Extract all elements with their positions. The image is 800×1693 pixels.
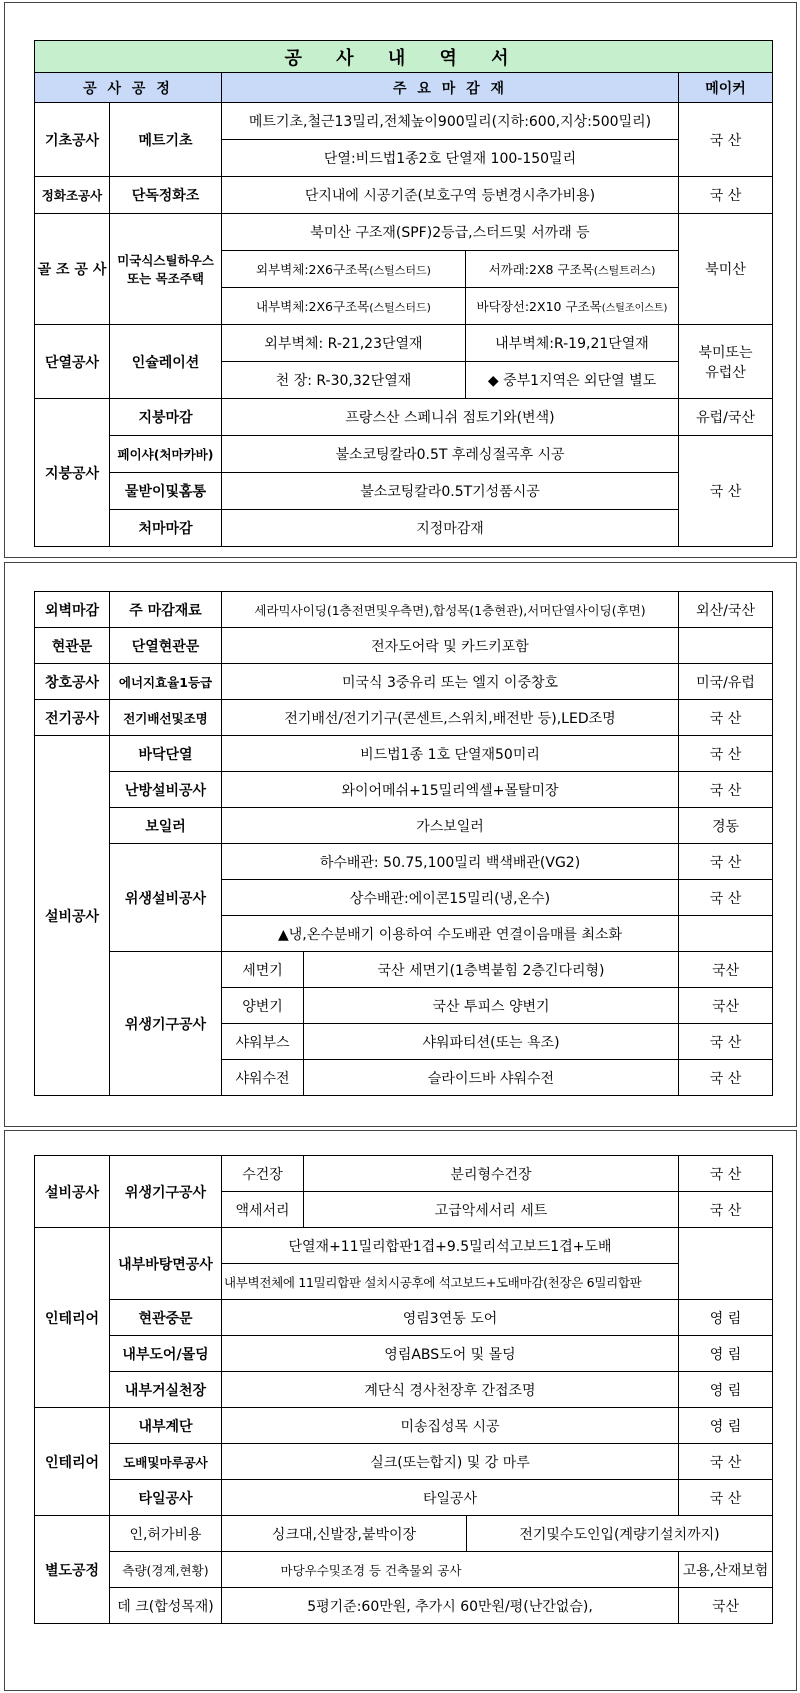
category-equipment-cont: 설비공사 (35, 1156, 110, 1228)
stairs-detail: 미송집성목 시공 (222, 1408, 679, 1444)
category-electric: 전기공사 (35, 700, 110, 736)
item-fixtures-cont: 위생기구공사 (110, 1156, 222, 1228)
middle-door-maker: 영 림 (679, 1300, 773, 1336)
fixture-maker: 국산 (679, 988, 773, 1024)
fixture-name: 샤워수전 (222, 1060, 304, 1096)
base-surface-detail-2: 내부벽전체에 11밀리합판 설치시공후에 석고보드+도배마감(천장은 6밀리합판 (222, 1264, 679, 1300)
item-gutter: 물받이및홈통 (110, 473, 222, 510)
item-mat-foundation: 메트기초 (110, 103, 222, 177)
outer-wall-small: (스틸스터드) (369, 264, 431, 277)
towel-cabinet-maker: 국 산 (679, 1156, 773, 1192)
category-entrance: 현관문 (35, 628, 110, 664)
window-maker: 미국/유럽 (679, 664, 773, 700)
item-stairs: 내부계단 (110, 1408, 222, 1444)
tile-maker: 국 산 (679, 1480, 773, 1516)
window-detail: 미국식 3중유리 또는 엘지 이중창호 (222, 664, 679, 700)
fixture-detail: 국산 세면기(1층벽붙힘 2층긴다리형) (304, 952, 679, 988)
wallpaper-floor-detail: 실크(또는합지) 및 강 마루 (222, 1444, 679, 1480)
category-roof: 지붕공사 (35, 399, 110, 547)
floor-insulation-detail: 비드법1종 1호 단열재50미리 (222, 736, 679, 772)
towel-cabinet-name: 수건장 (222, 1156, 304, 1192)
fixture-name: 샤워부스 (222, 1024, 304, 1060)
floor-joist-text: 바닥장선:2X10 구조목 (476, 299, 602, 314)
landscape-work (222, 1552, 679, 1588)
item-frame-line2: 또는 목조주택 (127, 271, 204, 286)
rafter-small: (스틸트러스) (593, 264, 656, 277)
item-insulation: 인슐레이션 (110, 325, 222, 399)
foundation-detail-2: 단열:비드법1종2호 단열재 100-150밀리 (222, 140, 679, 177)
living-ceiling-maker: 영 림 (679, 1372, 773, 1408)
inner-door-detail: 영림ABS도어 및 몰딩 (222, 1336, 679, 1372)
item-wallpaper-floor: 도배및마루공사 (110, 1444, 222, 1480)
item-exterior: 주 마감재료 (110, 592, 222, 628)
drain-detail: 하수배관: 50.75,100밀리 백색배관(VG2) (222, 844, 679, 880)
inner-wall-small: (스틸스터드) (369, 301, 431, 314)
septic-detail: 단지내에 시공기준(보호구역 등변경시추가비용) (222, 177, 679, 214)
floor-insulation-maker: 국 산 (679, 736, 773, 772)
drain-maker: 국 산 (679, 844, 773, 880)
category-frame: 골 조 공 사 (35, 214, 110, 325)
cost-table-1 (34, 40, 773, 547)
item-floor-insulation: 바닥단열 (110, 736, 222, 772)
category-equipment: 설비공사 (35, 736, 110, 1096)
entrance-detail: 전자도어락 및 카드키포함 (222, 628, 679, 664)
item-inner-door: 내부도어/몰딩 (110, 1336, 222, 1372)
fixture-detail: 슬라이드바 샤워수전 (304, 1060, 679, 1096)
cost-table-3 (34, 1155, 773, 1624)
insulation-maker-line2: 유럽산 (705, 364, 746, 381)
document-title: 공 사 내 역 서 (35, 41, 773, 73)
entrance-maker (679, 628, 773, 664)
insulation-maker (679, 325, 773, 399)
item-plumbing: 위생설비공사 (110, 844, 222, 952)
category-interior-1: 인테리어 (35, 1228, 110, 1408)
header-maker: 메이커 (679, 73, 773, 103)
frame-inner-wall (222, 288, 466, 325)
boiler-detail: 가스보일러 (222, 808, 679, 844)
item-eaves: 처마마감 (110, 510, 222, 547)
item-frame (110, 214, 222, 325)
deck-detail: 5평기준:60만원, 추가시 60만원/평(난간없슴), (222, 1588, 679, 1624)
accessory-maker: 국 산 (679, 1192, 773, 1228)
eaves-detail: 지정마감재 (222, 510, 679, 547)
plumbing-note-maker (679, 916, 773, 952)
septic-maker: 국 산 (679, 177, 773, 214)
fascia-detail: 불소코팅칼라0.5T 후레싱절곡후 시공 (222, 436, 679, 473)
category-interior-2: 인테리어 (35, 1408, 110, 1516)
accessory-detail: 고급악세서리 세트 (304, 1192, 679, 1228)
foundation-maker: 국 산 (679, 103, 773, 177)
floor-joist-small: (스틸조이스트) (601, 303, 668, 314)
fixture-maker: 국 산 (679, 1060, 773, 1096)
electric-detail: 전기배선/전기기구(콘센트,스위치,배전반 등),LED조명 (222, 700, 679, 736)
item-fascia: 페이샤(처마카바) (110, 436, 222, 473)
item-living-ceiling: 내부거실천장 (110, 1372, 222, 1408)
insulation-maker-line1: 북미또는 (698, 344, 753, 361)
foundation-detail-1: 메트기초,철근13밀리,전체높이900밀리(지하:600,지상:500밀리) (222, 103, 679, 140)
header-process: 공 사 공 정 (35, 73, 222, 103)
accessory-name: 액세서리 (222, 1192, 304, 1228)
category-insulation: 단열공사 (35, 325, 110, 399)
inner-door-maker: 영 림 (679, 1336, 773, 1372)
category-window: 창호공사 (35, 664, 110, 700)
fixture-detail: 국산 투피스 양변기 (304, 988, 679, 1024)
rafter-text: 서까래:2X8 구조목 (488, 262, 594, 277)
item-window: 에너지효율1등급 (110, 664, 222, 700)
deck: 데 크(합성목재) (110, 1588, 222, 1624)
insurance-text: 고용,산재보험 (682, 1562, 769, 1579)
category-separate: 별도공정 (35, 1516, 110, 1624)
insulation-note: ◆ 중부1지역은 외단열 별도 (466, 362, 679, 399)
frame-rafter (466, 251, 679, 288)
category-septic: 정화조공사 (35, 177, 110, 214)
header-materials: 주 요 마 감 재 (222, 73, 679, 103)
category-exterior: 외벽마감 (35, 592, 110, 628)
electric-maker: 국 산 (679, 700, 773, 736)
tile-detail: 타일공사 (222, 1480, 679, 1516)
insulation-outer: 외부벽체: R-21,23단열재 (222, 325, 466, 362)
roof-finish-maker: 유럽/국산 (679, 399, 773, 436)
inner-wall-text: 내부벽체:2X6구조목 (256, 299, 370, 314)
heating-maker: 국 산 (679, 772, 773, 808)
deck-maker: 국산 (679, 1588, 773, 1624)
item-boiler: 보일러 (110, 808, 222, 844)
roof-maker: 국 산 (679, 436, 773, 547)
water-detail: 상수배관:에이콘15밀리(냉,온수) (222, 880, 679, 916)
item-middle-door: 현관중문 (110, 1300, 222, 1336)
fixture-name: 양변기 (222, 988, 304, 1024)
roof-finish-detail: 프랑스산 스페니쉬 점토기와(변색) (222, 399, 679, 436)
item-septic: 단독정화조 (110, 177, 222, 214)
insurance (679, 1552, 773, 1588)
water-maker: 국 산 (679, 880, 773, 916)
frame-detail-1: 북미산 구조재(SPF)2등급,스터드및 서까래 등 (222, 214, 679, 251)
outer-wall-text: 외부벽체:2X6구조목 (256, 262, 370, 277)
landscape-text: 마당우수및조경 등 건축물외 공사 (280, 1562, 462, 1578)
base-surface-detail-1: 단열재+11밀리합판1겹+9.5밀리석고보드1겹+도배 (222, 1228, 679, 1264)
item-tile: 타일공사 (110, 1480, 222, 1516)
item-roof-finish: 지붕마감 (110, 399, 222, 436)
item-base-surface: 내부바탕면공사 (110, 1228, 222, 1300)
frame-maker: 북미산 (679, 214, 773, 325)
stairs-maker: 영 림 (679, 1408, 773, 1444)
fixture-detail: 샤워파티션(또는 욕조) (304, 1024, 679, 1060)
fixture-maker: 국 산 (679, 1024, 773, 1060)
living-ceiling-detail: 계단식 경사천장후 간접조명 (222, 1372, 679, 1408)
item-fixtures: 위생기구공사 (110, 952, 222, 1096)
frame-floor-joist (466, 288, 679, 325)
base-surface-maker (679, 1228, 773, 1300)
gutter-detail: 불소코팅칼라0.5T기성품시공 (222, 473, 679, 510)
exterior-detail: 세라믹사이딩(1층전면및우측면),합성목(1층현관),서머단열사이딩(후면) (222, 592, 679, 628)
cost-table-2 (34, 591, 773, 1096)
frame-outer-wall (222, 251, 466, 288)
exterior-maker: 외산/국산 (679, 592, 773, 628)
fixture-maker: 국산 (679, 952, 773, 988)
plumbing-note: ▲냉,온수분배기 이용하여 수도배관 연결이음매를 최소화 (222, 916, 679, 952)
item-frame-line1: 미국식스틸하우스 (117, 253, 214, 268)
boiler-maker: 경동 (679, 808, 773, 844)
heating-detail: 와이어메쉬+15밀리엑셀+몰탈미장 (222, 772, 679, 808)
category-foundation: 기초공사 (35, 103, 110, 177)
insulation-ceiling: 천 장: R-30,32단열재 (222, 362, 466, 399)
insulation-inner: 내부벽체:R-19,21단열재 (466, 325, 679, 362)
towel-cabinet-detail: 분리형수건장 (304, 1156, 679, 1192)
survey: 측량(경계,현황) (110, 1552, 222, 1588)
wallpaper-floor-maker: 국 산 (679, 1444, 773, 1480)
item-heating: 난방설비공사 (110, 772, 222, 808)
sink-closet: 싱크대,신발장,붙박이장 (222, 1516, 467, 1552)
middle-door-detail: 영림3연동 도어 (222, 1300, 679, 1336)
permit-cost: 인,허가비용 (110, 1516, 222, 1552)
fixture-name: 세면기 (222, 952, 304, 988)
item-electric: 전기배선및조명 (110, 700, 222, 736)
item-entrance: 단열현관문 (110, 628, 222, 664)
utility-connection: 전기및수도인입(계량기설치까지) (467, 1516, 773, 1552)
